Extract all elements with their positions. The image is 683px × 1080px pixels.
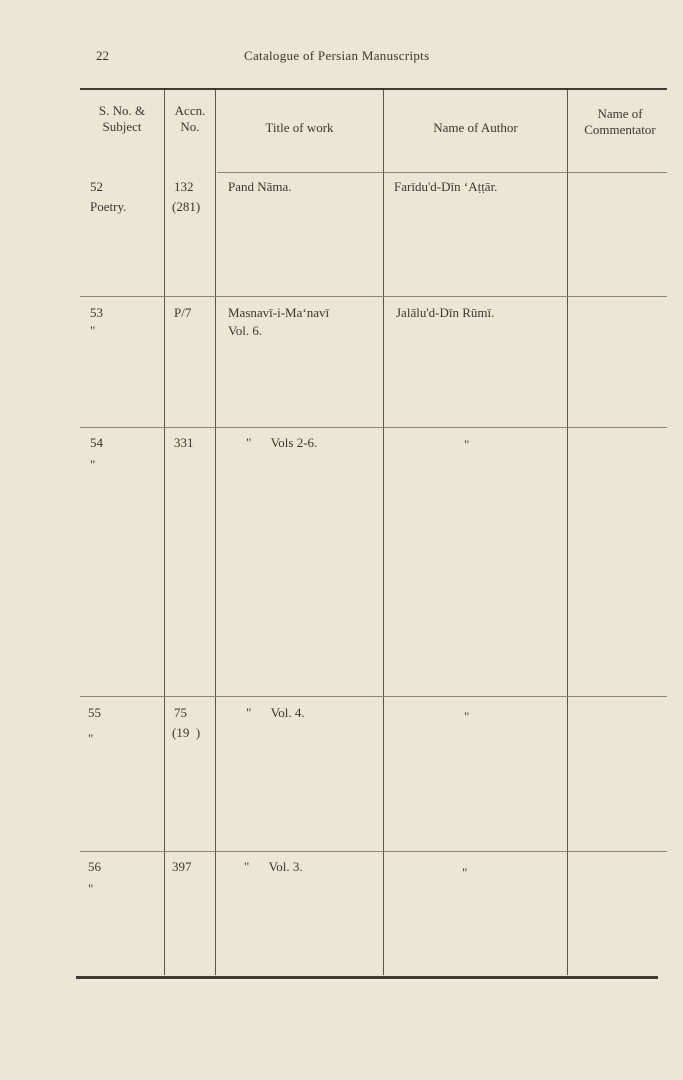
table-row-3-subject: " (90, 457, 96, 472)
table-row-5-title: " Vol. 3. (244, 859, 303, 874)
table-row-4-accn: 75 (174, 705, 187, 720)
row-separator-3 (80, 696, 667, 697)
table-row-4-title: " Vol. 4. (246, 705, 305, 720)
table-row-1-accn: 132 (174, 179, 194, 194)
column-header-title: Title of work (265, 120, 334, 135)
table-row-5-accn: 397 (172, 859, 192, 874)
table-row-2-author: Jalālu'd-Dīn Rūmī. (396, 305, 495, 320)
header-separator (217, 172, 667, 173)
table-row-3-author: " (464, 437, 470, 452)
table-row-5-subject: " (88, 881, 94, 896)
table-row-3-title: " Vols 2-6. (246, 435, 318, 450)
table-row-1-sno: 52 (90, 179, 103, 194)
table-row-2-title: Masnavī-i-Ma‘navī (228, 305, 330, 320)
table-row-4-subject: " (88, 731, 94, 746)
column-header-commentator (568, 106, 672, 138)
column-header-accn (165, 103, 215, 135)
table-row-5-sno: 56 (88, 859, 101, 874)
table-row-2-subject: " (90, 323, 96, 338)
page-header (0, 48, 683, 70)
column-header-author: Name of Author (433, 120, 518, 135)
table-row-2-accn: P/7 (174, 305, 192, 320)
column-header-sno-line2: Subject (102, 119, 142, 134)
running-title: Catalogue of Persian Manuscripts (244, 48, 430, 63)
row-separator-2 (80, 427, 667, 428)
table-top-rule (80, 88, 667, 90)
table-row-1-accn-extra: (281) (172, 199, 201, 214)
column-divider-3 (383, 90, 384, 975)
table-row-2-sno: 53 (90, 305, 103, 320)
table-row-1-title: Pand Nāma. (228, 179, 292, 194)
table-row-3-accn: 331 (174, 435, 194, 450)
table-row-4-sno: 55 (88, 705, 101, 720)
table-bottom-rule (76, 976, 658, 979)
row-separator-4 (80, 851, 667, 852)
column-header-accn-line2: No. (180, 119, 200, 134)
column-header-sno (80, 103, 164, 135)
column-header-accn-line1: Accn. (174, 103, 206, 118)
column-header-commentator-line2: Commentator (584, 122, 656, 137)
table-row-4-author: " (464, 709, 470, 724)
table-row-1-subject: Poetry. (90, 199, 127, 214)
column-divider-2 (215, 90, 216, 975)
row-separator-1 (80, 296, 667, 297)
table-row-1-author: Farīdu'd-Dīn ‘Aṭṭār. (394, 179, 498, 194)
column-divider-1 (164, 90, 165, 975)
table-row-2-title-extra: Vol. 6. (228, 323, 263, 338)
column-header-commentator-line1: Name of (597, 106, 643, 121)
table-row-5-author: " (462, 865, 468, 880)
column-divider-4 (567, 90, 568, 975)
column-header-sno-line1: S. No. & (98, 103, 146, 118)
page-number: 22 (96, 48, 109, 63)
table-row-3-sno: 54 (90, 435, 103, 450)
table-row-4-accn-extra: (19 ) (172, 725, 201, 740)
